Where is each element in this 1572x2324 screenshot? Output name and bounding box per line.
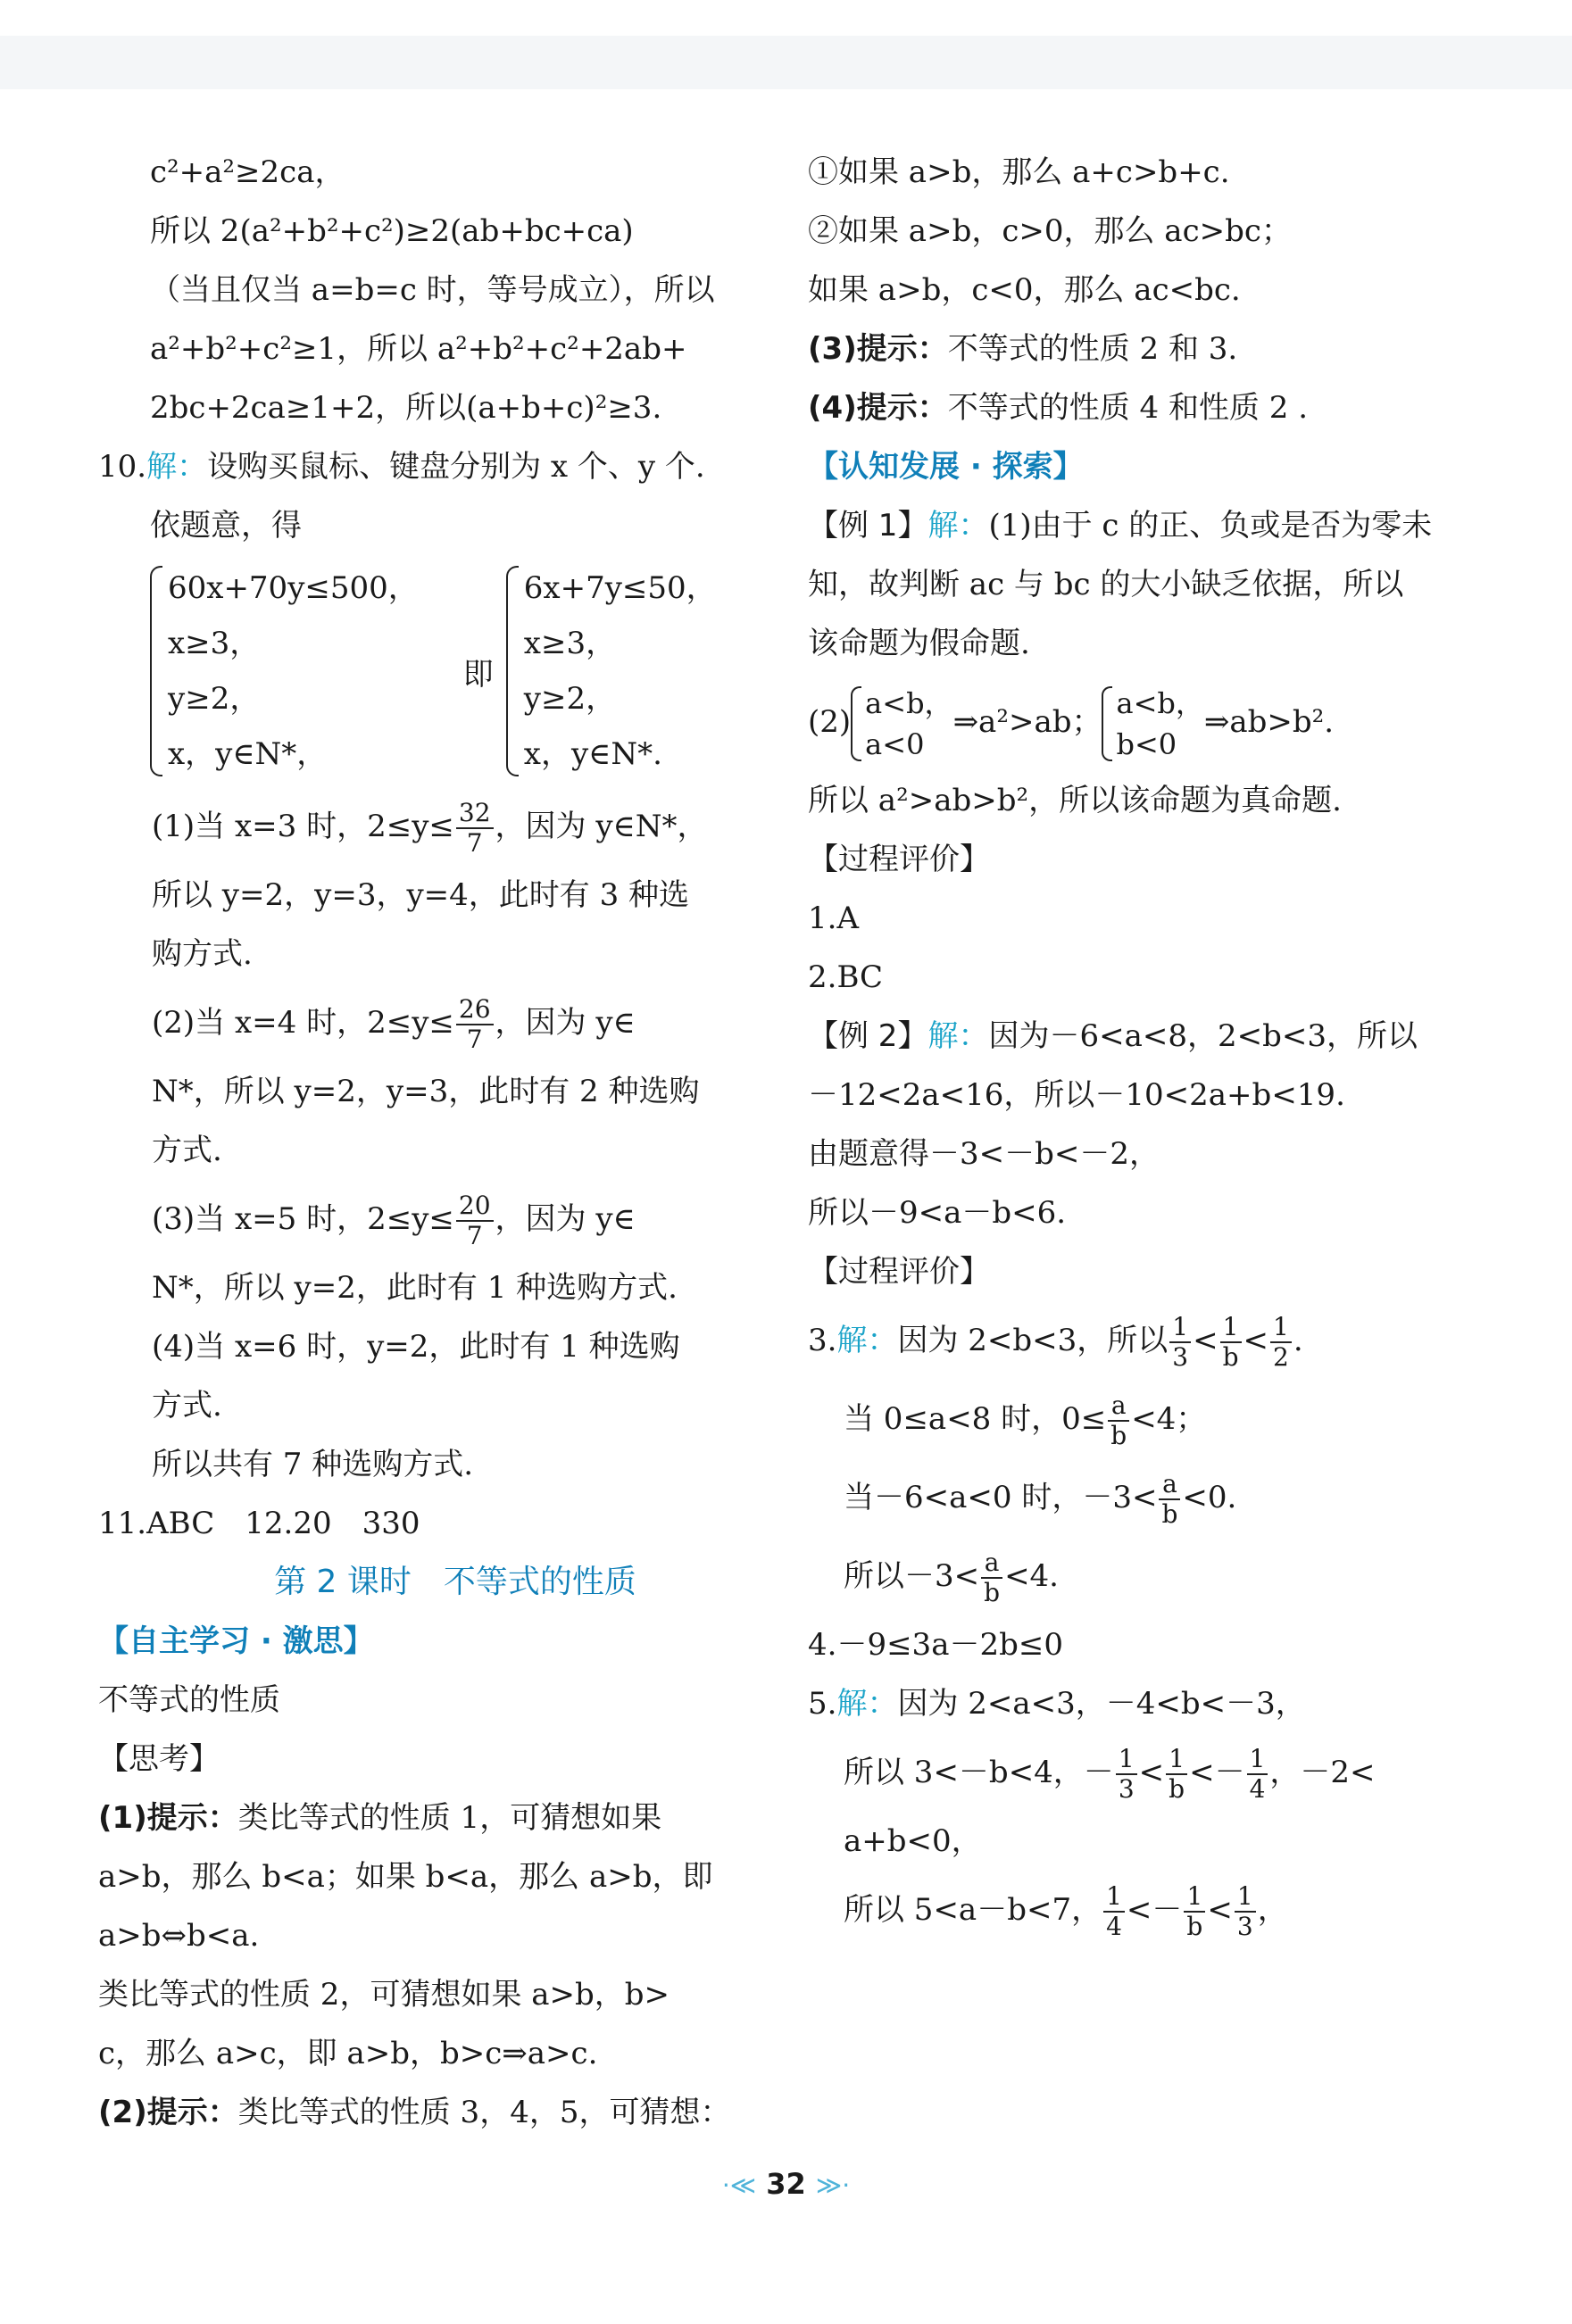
numerator: 1 xyxy=(1116,1745,1137,1775)
denominator: 4 xyxy=(1249,1774,1266,1804)
mini-system-b xyxy=(1102,683,1203,765)
numerator: 1 xyxy=(1184,1882,1205,1913)
text-span: 不等式的性质 4 和性质 2 . xyxy=(947,390,1309,426)
hint-label: (3)提示： xyxy=(808,331,948,367)
page-footer xyxy=(0,2167,1572,2201)
hint-1-line xyxy=(98,1789,759,1847)
text-span: 当 0≤a<8 时，0≤ xyxy=(844,1401,1107,1437)
text-line: 所以 y=2，y=3，y=4，此时有 3 种选 xyxy=(152,877,690,913)
denominator: 7 xyxy=(466,828,483,858)
denominator: b xyxy=(1169,1774,1185,1804)
text-line: 依题意，得 xyxy=(150,508,302,544)
fraction xyxy=(981,1548,1002,1607)
numerator: 1 xyxy=(1235,1882,1256,1913)
fraction xyxy=(456,995,494,1054)
hint-label: (2)提示： xyxy=(98,2095,238,2130)
text-span: <0. xyxy=(1182,1480,1237,1515)
evaluation-heading: 【过程评价】 xyxy=(808,1254,990,1290)
answer-4: 4.－9≤3a－2b≤0 xyxy=(808,1627,1063,1663)
hint-4-line xyxy=(808,378,1468,437)
text-line: N*，所以 y=2，y=3，此时有 2 种选购 xyxy=(152,1074,700,1109)
text-line: 不等式的性质 xyxy=(98,1682,280,1718)
denominator: b xyxy=(1161,1499,1178,1529)
footer-ornament-right: ≫· xyxy=(815,2170,851,2200)
numerator: 1 xyxy=(1103,1882,1125,1913)
example-1-line xyxy=(808,496,1468,555)
inequality-system-1 xyxy=(150,560,419,782)
text-span: 因为－6<a<8，2<b<3，所以 xyxy=(988,1018,1418,1054)
system-row: y≥2， xyxy=(168,681,261,717)
solution-label: 解： xyxy=(927,1018,989,1054)
denominator: b xyxy=(1110,1421,1127,1450)
fraction xyxy=(1166,1745,1187,1804)
solution-label: 解： xyxy=(927,508,989,544)
question-text: 设购买鼠标、键盘分别为 x 个、y 个. xyxy=(207,449,705,485)
evaluation-heading: 【过程评价】 xyxy=(808,842,990,877)
fraction xyxy=(456,799,494,858)
text-span: ， xyxy=(1257,1892,1288,1928)
text-span: 所以 3<－b<4，－ xyxy=(844,1755,1114,1790)
text-line: a>b⇔b<a. xyxy=(98,1918,260,1954)
denominator: 4 xyxy=(1106,1912,1122,1941)
solution-label: 解： xyxy=(836,1323,898,1358)
system-row: 6x+7y≤50， xyxy=(523,570,717,606)
example-1-part-2 xyxy=(808,673,1468,771)
text-line: 所以 2(a²+b²+c²)≥2(ab+bc+ca) xyxy=(150,213,634,249)
denominator: b xyxy=(984,1578,1001,1607)
lesson-title: 第 2 课时 不等式的性质 xyxy=(274,1564,636,1600)
text-span: ⇒a²>ab； xyxy=(952,704,1102,740)
text-line: 2bc+2ca≥1+2，所以(a+b+c)²≥3. xyxy=(150,390,662,426)
text-line: 方式. xyxy=(152,1133,222,1168)
q3-line-4 xyxy=(808,1537,1468,1615)
text-line: 由题意得－3<－b<－2， xyxy=(808,1136,1160,1172)
text-line: （当且仅当 a=b=c 时，等号成立），所以 xyxy=(150,272,715,308)
denominator: 3 xyxy=(1172,1342,1189,1372)
text-span: (3)当 x=5 时，2≤y≤ xyxy=(152,1201,454,1237)
text-span: <4. xyxy=(1004,1558,1059,1594)
text-span: (1)由于 c 的正、负或是否为零未 xyxy=(988,508,1433,544)
text-line: a+b<0， xyxy=(844,1823,982,1859)
hint-3-line xyxy=(808,320,1468,378)
system-row: b<0 xyxy=(1116,727,1177,761)
text-line: ②如果 a>b，c>0，那么 ac>bc； xyxy=(808,213,1292,249)
fraction xyxy=(1184,1882,1205,1941)
text-line: c²+a²≥2ca， xyxy=(150,154,345,190)
system-row: x≥3， xyxy=(523,626,617,661)
text-span: 类比等式的性质 3，4，5，可猜想： xyxy=(237,2095,731,2130)
text-line: 类比等式的性质 2，可猜想如果 a>b，b> xyxy=(98,1977,670,2013)
text-line: (4)当 x=6 时，y=2，此时有 1 种选购 xyxy=(152,1329,680,1365)
denominator: 3 xyxy=(1118,1774,1135,1804)
system-row: y≥2， xyxy=(523,681,617,717)
text-span: (2)当 x=4 时，2≤y≤ xyxy=(152,1005,454,1041)
denominator: 3 xyxy=(1236,1912,1253,1941)
text-span: 当－6<a<0 时，－3< xyxy=(844,1480,1158,1515)
text-span: ，因为 y∈ xyxy=(495,1201,636,1237)
hint-label: (4)提示： xyxy=(808,390,948,426)
right-column xyxy=(808,143,1468,1949)
text-line: 该命题为假命题. xyxy=(808,626,1030,661)
numerator: a xyxy=(1108,1391,1129,1422)
text-line: 如果 a>b，c<0，那么 ac<bc. xyxy=(808,272,1241,308)
fraction xyxy=(1116,1745,1137,1804)
text-line: 知，故判断 ac 与 bc 的大小缺乏依据，所以 xyxy=(808,567,1404,602)
case-2-line xyxy=(98,984,759,1062)
example-2-line xyxy=(808,1007,1468,1066)
fraction xyxy=(1270,1313,1292,1372)
section-heading-self-study: 【自主学习 · 激思】 xyxy=(98,1623,374,1659)
text-line: N*，所以 y=2，此时有 1 种选购方式. xyxy=(152,1270,678,1306)
text-span: ⇒ab>b². xyxy=(1203,704,1335,740)
fraction xyxy=(456,1191,494,1250)
inequality-system-pair xyxy=(98,560,759,782)
fraction xyxy=(1103,1882,1125,1941)
answer-1: 1.A xyxy=(808,901,859,936)
question-number: 3. xyxy=(808,1323,837,1358)
solution-label: 解： xyxy=(836,1686,898,1722)
system-row: 60x+70y≤500， xyxy=(168,570,419,606)
text-span: 类比等式的性质 1，可猜想如果 xyxy=(237,1800,662,1836)
fraction xyxy=(1220,1313,1242,1372)
numerator: 32 xyxy=(456,799,494,829)
numerator: a xyxy=(981,1548,1002,1579)
text-span: 因为 2<a<3，－4<b<－3， xyxy=(897,1686,1306,1722)
question-number: 10. xyxy=(98,449,147,485)
fraction xyxy=(1108,1391,1129,1450)
numerator: 1 xyxy=(1247,1745,1268,1775)
case-1-line xyxy=(98,787,759,866)
equivalence-word: 即 xyxy=(462,656,494,693)
text-line: 所以－9<a－b<6. xyxy=(808,1195,1067,1231)
numerator: 26 xyxy=(456,995,494,1025)
system-row: a<b， xyxy=(1116,686,1204,720)
text-line: a>b，那么 b<a；如果 b<a，那么 a>b，即 xyxy=(98,1859,713,1895)
text-line: 购方式. xyxy=(152,936,253,972)
text-span: ，因为 y∈N*， xyxy=(495,809,708,844)
solution-label: 解： xyxy=(146,449,208,485)
denominator: b xyxy=(1186,1912,1203,1941)
q3-line-2 xyxy=(808,1380,1468,1458)
left-column xyxy=(98,143,759,2142)
text-line: 方式. xyxy=(152,1388,222,1423)
q3-line-3 xyxy=(808,1458,1468,1537)
footer-ornament-left: ·≪ xyxy=(721,2170,757,2200)
numerator: 1 xyxy=(1169,1313,1191,1343)
text-line: 所以共有 7 种选购方式. xyxy=(152,1447,474,1482)
think-heading: 【思考】 xyxy=(98,1741,220,1777)
top-margin-band xyxy=(0,36,1572,89)
hint-2-line xyxy=(98,2083,759,2142)
inequality-system-2 xyxy=(506,560,717,782)
system-row: x，y∈N*. xyxy=(523,736,662,772)
numerator: a xyxy=(1159,1470,1180,1500)
example-label: 【例 2】 xyxy=(808,1018,928,1054)
system-row: x，y∈N*， xyxy=(168,736,328,772)
q5-line-4: 所以 5<a－b<7， $\frac{1}{4}$ <－ $\frac{1}{b}$ < $\frac{1}{3}$ ， xyxy=(844,1881,1288,1941)
question-3-line: 3.解：因为 2<b<3，所以 $\frac{1}{3}$ < $\frac{1}{b}$ < $\frac{1}{2}$ . xyxy=(808,1312,1303,1372)
page-number: 32 xyxy=(766,2167,806,2201)
text-line: a²+b²+c²≥1，所以 a²+b²+c²+2ab+ xyxy=(150,331,687,367)
example-label: 【例 1】 xyxy=(808,508,928,544)
text-line: c，那么 a>c，即 a>b，b>c⇒a>c. xyxy=(98,2036,598,2071)
question-number: 5. xyxy=(808,1686,837,1722)
system-row: x≥3， xyxy=(168,626,261,661)
answer-2: 2.BC xyxy=(808,959,884,995)
numerator: 1 xyxy=(1166,1745,1187,1775)
q5-line-2: 所以 3<－b<4，－ $\frac{1}{3}$ < $\frac{1}{b}$ <－ $\frac{1}{4}$ ，－2< xyxy=(844,1744,1376,1804)
text-span: 所以－3< xyxy=(844,1558,980,1594)
question-5-line xyxy=(808,1674,1468,1733)
numerator: 1 xyxy=(1270,1313,1292,1343)
system-row: a<b， xyxy=(865,686,953,720)
question-10 xyxy=(98,437,759,496)
numerator: 20 xyxy=(456,1191,494,1222)
text-span: (1)当 x=3 时，2≤y≤ xyxy=(152,809,454,844)
text-span: (2) xyxy=(808,704,852,740)
section-heading-explore: 【认知发展 · 探索】 xyxy=(808,449,1084,485)
fraction xyxy=(1169,1313,1191,1372)
denominator: b xyxy=(1222,1342,1239,1372)
text-line: －12<2a<16，所以－10<2a+b<19. xyxy=(808,1077,1345,1113)
fraction xyxy=(1159,1470,1180,1529)
text-span: ，－2< xyxy=(1269,1755,1376,1790)
text-span: <4； xyxy=(1131,1401,1207,1437)
fraction xyxy=(1247,1745,1268,1804)
system-row: a<0 xyxy=(865,727,925,761)
denominator: 2 xyxy=(1273,1342,1289,1372)
text-line: ①如果 a>b，那么 a+c>b+c. xyxy=(808,154,1230,190)
mini-system-a xyxy=(851,683,952,765)
text-span: ，因为 y∈ xyxy=(495,1005,636,1041)
denominator: 7 xyxy=(466,1221,483,1250)
text-line: 所以 a²>ab>b²，所以该命题为真命题. xyxy=(808,783,1342,818)
answers-11-12: 11.ABC 12.20 330 xyxy=(98,1506,420,1541)
fraction xyxy=(1235,1882,1256,1941)
denominator: 7 xyxy=(466,1025,483,1054)
text-span: 因为 2<b<3，所以 xyxy=(897,1323,1169,1358)
case-3-line xyxy=(98,1180,759,1258)
numerator: 1 xyxy=(1220,1313,1242,1343)
text-span: 所以 5<a－b<7， xyxy=(844,1892,1102,1928)
hint-label: (1)提示： xyxy=(98,1800,238,1836)
text-span: 不等式的性质 2 和 3. xyxy=(947,331,1238,367)
